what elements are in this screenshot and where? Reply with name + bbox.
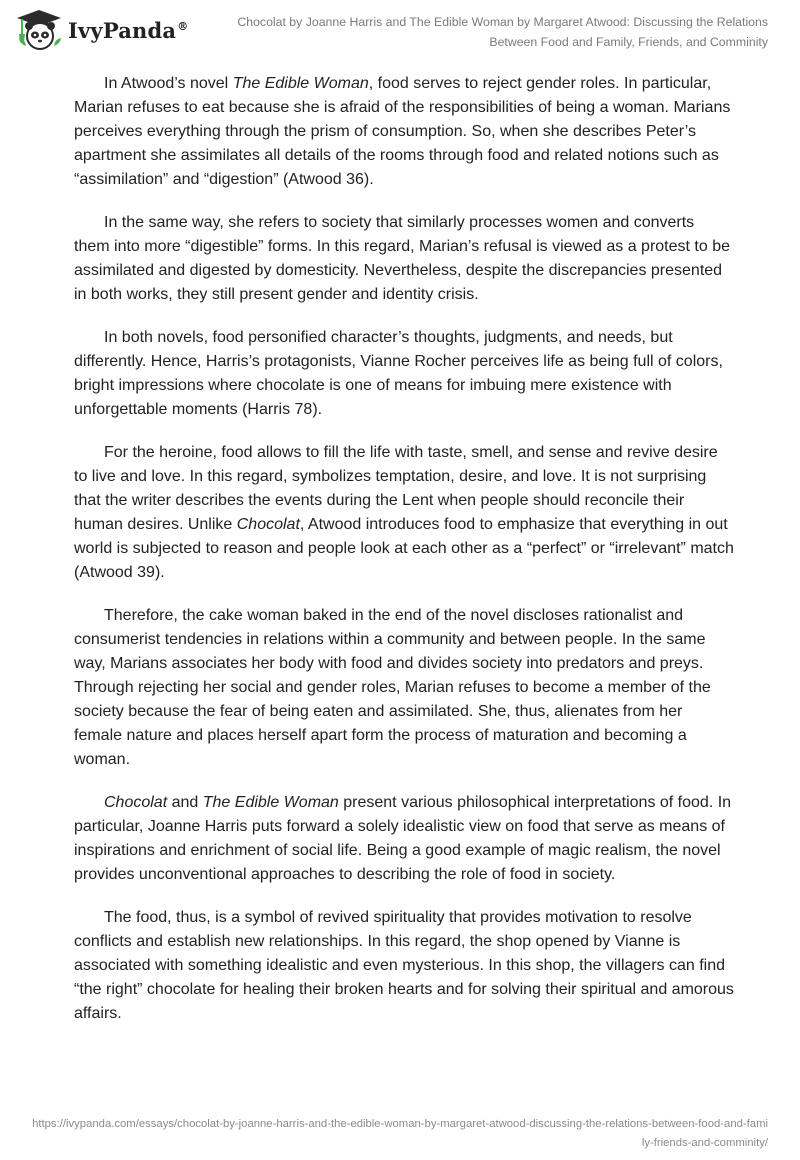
source-url[interactable]: https://ivypanda.com/essays/chocolat-by-joanne-harris-and-the-edible-woman-by-margaret-atwood-discussing-the-relations-between-food-and-family-friends-and-comminity/ bbox=[32, 1118, 768, 1149]
book-title: Chocolat bbox=[104, 794, 168, 811]
book-title: The Edible Woman bbox=[232, 75, 369, 92]
paragraph: For the heroine, food allows to fill the life with taste, smell, and sense and revive desire to live and love. In this regard, symbolizes temptation, desire, and love. It is not surprising that the writer describes the events during the Lent when people should reconcile their human desires. Unlike Chocolat, Atwood introduces food to emphasize that everything in out world is subjected to reason and people look at each other as a “perfect” or “irrelevant” match (Atwood 39). bbox=[74, 444, 734, 581]
panda-graduate-icon bbox=[14, 8, 64, 52]
page-header bbox=[0, 0, 800, 60]
paragraph: In the same way, she refers to society that similarly processes women and converts them into more “digestible” forms. In this regard, Marian’s refusal is viewed as a protest to be assimilated and digested by domesticity. Nevertheless, despite the discrepancies presented in both works, they still present gender and identity crisis. bbox=[74, 214, 730, 303]
paragraph: The food, thus, is a symbol of revived spirituality that provides motivation to resolve conflicts and establish new relationships. In this regard, the shop opened by Vianne is associated with something idealistic and even mysterious. In this shop, the villagers can find “the right” chocolate for healing their broken hearts and for solving their spiritual and amorous affairs. bbox=[74, 909, 734, 1022]
paragraph: Therefore, the cake woman baked in the end of the novel discloses rationalist and consumerist tendencies in relations within a community and between people. In the same way, Marians associates her body with food and divides society into predators and preys. Through rejecting her social and gender roles, Marian refuses to become a member of the society because the fear of being eaten and assimilated. She, thus, alienates from her female nature and places herself apart form the process of maturation and becoming a woman. bbox=[74, 607, 711, 768]
essay-body bbox=[74, 72, 734, 1045]
logo-text: IvyPanda® bbox=[68, 17, 189, 43]
paragraph: Chocolat and The Edible Woman present various philosophical interpretations of food. In particular, Joanne Harris puts forward a solely idealistic view on food that serve as means of inspirations and enrichment of social life. Being a good example of magic realism, the novel provides unconventional approaches to describing the role of food in society. bbox=[74, 794, 732, 883]
book-title: The Edible Woman bbox=[202, 794, 339, 811]
ivypanda-logo[interactable] bbox=[14, 8, 188, 52]
document-title: Chocolat by Joanne Harris and The Edible Woman by Margaret Atwood: Discussing the Relations Between Food and Family, Friends, and Comminity bbox=[237, 15, 768, 49]
book-title: Chocolat bbox=[236, 516, 300, 533]
paragraph: In Atwood’s novel The Edible Woman, food serves to reject gender roles. In particular, Marian refuses to eat because she is afraid of the responsibilities of being a woman. Marians perceives everything through the prism of consumption. So, when she describes Peter’s apartment she assimilates all details of the rooms through food and related notions such as “assimilation” and “digestion” (Atwood 36). bbox=[74, 75, 731, 188]
paragraph: In both novels, food personified character’s thoughts, judgments, and needs, but differently. Hence, Harris’s protagonists, Vianne Rocher perceives life as being full of colors, bright impressions where chocolate is one of means for imbuing mere existence with unforgettable moments (Harris 78). bbox=[74, 329, 723, 418]
registered-mark: ® bbox=[177, 19, 189, 33]
